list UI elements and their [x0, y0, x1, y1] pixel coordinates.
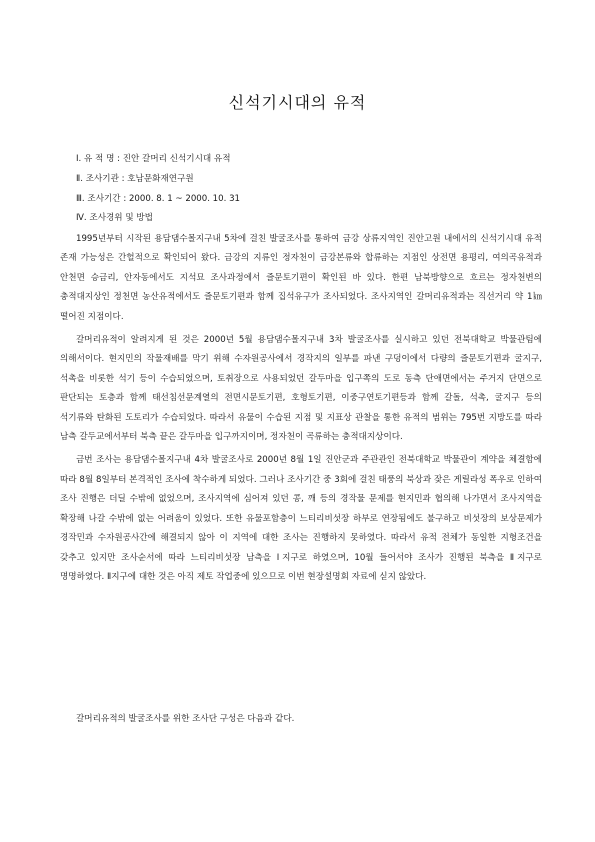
body-paragraph: 1995년부터 시작된 용담댐수몰지구내 5차에 걸친 발굴조사를 통하여 금강 상류지역인 진안고원 내에서의 신석기시대 유적 존재 가능성은 간헐적으로 확인되어 왔다. 금강의 지류인 정자천이 금강본류와 합류하는 지점인 상전면 용평리, 여의곡유적과 안천면 승금리, 안자동에서도 지석묘 조사과정에서 즐문토기편이 확인된 바 있다. 한편 남북방향으로 흐르는 정자천변의 충적대지상인 정천면 농산유적에서도 즐문토기편과 함께 집석유구가 조사되었다. 조사지역인 갈머리유적과는 직선거리 약 1㎞ 떨어진 지점이다.: [60, 234, 542, 322]
document-title: 신석기시대의 유적: [228, 93, 367, 112]
survey-agency-line: Ⅱ. 조사기관 : 호남문화재연구원: [76, 173, 194, 184]
survey-info-list: [76, 150, 516, 229]
survey-background-heading: Ⅳ. 조사경위 및 방법: [76, 213, 153, 224]
survey-period-line: Ⅲ. 조사기간 : 2000. 8. 1 ~ 2000. 10. 31: [76, 193, 241, 204]
site-name-line: Ⅰ. 유 적 명 : 진안 갈머리 신석기시대 유적: [76, 154, 231, 164]
closing-sentence: 갈머리유적의 발굴조사를 위한 조사단 구성은 다음과 같다.: [76, 714, 295, 724]
document-body: [60, 230, 542, 591]
body-paragraph: 갈머리유적이 알려지게 된 것은 2000년 5월 용담댐수몰지구내 3차 발굴조사를 실시하고 있던 전북대학교 박물관팀에 의해서이다. 현지민의 작물재배를 막기 위해 수자원공사에서 경작지의 일부를 파낸 구덩이에서 다량의 즐문토기편과 굴지구, 석촉을 비롯한 석기 등이 수습되었으며, 토취장으로 사용되었던 갈두마을 입구쪽의 도로 동측 단애면에서는 주거지 단면으로 판단되는 토층과 함께 태선침선문계열의 전면시문토기편, 호형토기편, 이중구연토기편등과 함께 갈돌, 석촉, 굴지구 등의 석기류와 탄화된 도토리가 수습되었다. 따라서 유물이 수습된 지점 및 지표상 관찰을 통한 유적의 범위는 795번 지방도를 따라 남측 갈두교에서부터 북측 끝은 갈두마을 입구까지이며, 정자천이 곡류하는 충적대지상이다.: [60, 335, 542, 443]
body-paragraph: 금번 조사는 용담댐수몰지구내 4차 발굴조사로 2000년 8월 1일 진안군과 주관관인 전북대학교 박물관이 계약을 체결함에 따라 8월 8일부터 본격적인 조사에 착수하게 되었다. 그러나 조사기간 중 3회에 걸친 태풍의 북상과 잦은 게릴라성 폭우로 인하여 조사 진행은 더딜 수밖에 없었으며, 조사지역에 심어져 있던 콩, 깨 등의 경작물 문제를 현지민과 협의해 나가면서 조사지역을 확장해 나갈 수밖에 없는 어려움이 있었다. 또한 유물포함층이 느티리비섯장 하부로 연장됨에도 불구하고 비섯장의 보상문제가 경작민과 수자원공사간에 해결되지 않아 이 지역에 대한 조사는 진행하지 못하였다. 따라서 유적 전체가 동일한 지형조건을 갖추고 있지만 조사순서에 따라 느티리비섯장 남측을 Ⅰ지구로 하였으며, 10월 들어서야 조사가 진행된 북측을 Ⅱ지구로 명명하였다. Ⅱ지구에 대한 것은 아직 제토 작업중에 있으므로 이번 현장설명회 자료에 싣지 않았다.: [60, 455, 542, 582]
